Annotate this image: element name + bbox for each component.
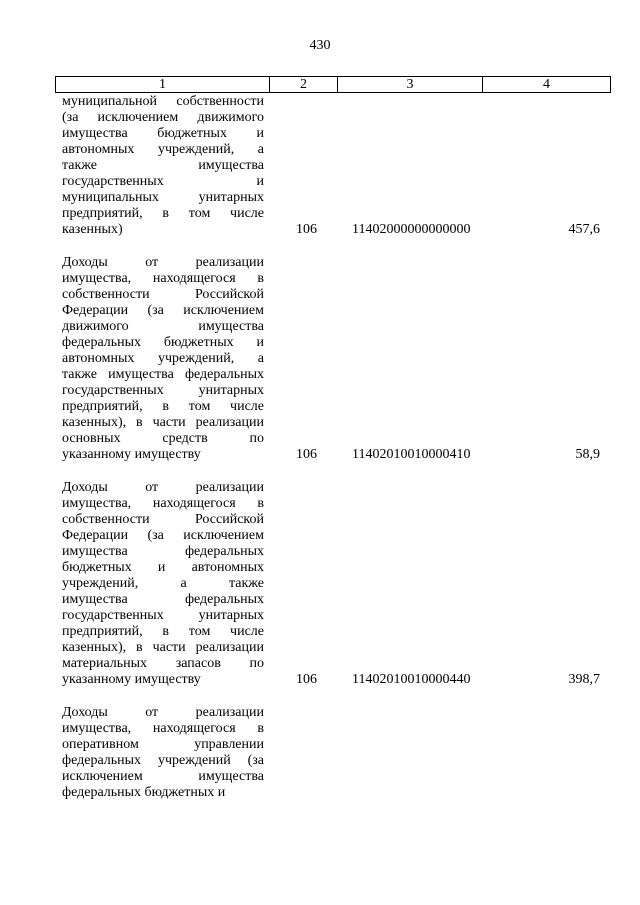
header-col-2: 2: [270, 77, 338, 92]
amount-value: 457,6: [568, 222, 600, 237]
row-description: [62, 94, 264, 238]
description-line: (за исключением движимого: [62, 110, 264, 125]
header-col-3: 3: [338, 77, 483, 92]
description-line: казенных), в части реализации: [62, 640, 264, 655]
description-line: федеральных бюджетных и: [62, 785, 226, 800]
description-line: Федерации (за исключением: [62, 528, 264, 543]
description-line: имущества, находящегося в: [62, 496, 264, 511]
table-row: [62, 255, 602, 463]
description-line: автономных учреждений, а: [62, 351, 264, 366]
description-line: федеральных учреждений (за: [62, 753, 264, 768]
row-description: [62, 705, 264, 801]
description-line: движимого имущества: [62, 319, 264, 334]
page-number: 430: [309, 38, 331, 53]
description-line: предприятий, в том числе: [62, 399, 264, 414]
budget-code: 11402010010000410: [352, 447, 471, 462]
description-line: Доходы от реализации: [62, 480, 264, 495]
row-description: [62, 255, 264, 463]
header-col-4: 4: [543, 77, 550, 92]
description-line: Федерации (за исключением: [62, 303, 264, 318]
description-line: предприятий, в том числе: [62, 624, 264, 639]
admin-code: 106: [296, 222, 317, 237]
header-col-1: 1: [56, 77, 270, 92]
description-line: казенных), в части реализации: [62, 415, 264, 430]
description-line: государственных унитарных: [62, 383, 264, 398]
description-line: федеральных бюджетных и: [62, 335, 264, 350]
description-line: государственных и: [62, 174, 264, 189]
admin-code: 106: [296, 672, 317, 687]
description-line: исключением имущества: [62, 769, 264, 784]
description-line: также имущества: [62, 158, 264, 173]
description-line: казенных): [62, 222, 123, 237]
description-line: имущества бюджетных и: [62, 126, 264, 141]
description-line: имущества, находящегося в: [62, 721, 264, 736]
description-line: указанному имуществу: [62, 672, 201, 687]
description-line: государственных унитарных: [62, 608, 264, 623]
description-line: указанному имуществу: [62, 447, 201, 462]
amount-value: 58,9: [575, 447, 600, 462]
description-line: оперативном управлении: [62, 737, 264, 752]
description-line: имущества федеральных: [62, 592, 264, 607]
admin-code: 106: [296, 447, 317, 462]
description-line: бюджетных и автономных: [62, 560, 264, 575]
budget-code: 11402000000000000: [352, 222, 471, 237]
description-line: учреждений, а также: [62, 576, 264, 591]
description-line: имущества федеральных: [62, 544, 264, 559]
table-body: [62, 94, 602, 818]
budget-code: 11402010010000440: [352, 672, 471, 687]
description-line: материальных запасов по: [62, 656, 264, 671]
description-line: автономных учреждений, а: [62, 142, 264, 157]
table-row: [62, 705, 602, 801]
description-line: Доходы от реализации: [62, 705, 264, 720]
table-row: [62, 480, 602, 688]
description-line: предприятий, в том числе: [62, 206, 264, 221]
description-line: муниципальной собственности: [62, 94, 264, 109]
description-line: муниципальных унитарных: [62, 190, 264, 205]
description-line: собственности Российской: [62, 512, 264, 527]
description-line: также имущества федеральных: [62, 367, 264, 382]
description-line: Доходы от реализации: [62, 255, 264, 270]
description-line: имущества, находящегося в: [62, 271, 264, 286]
row-description: [62, 480, 264, 688]
amount-value: 398,7: [568, 672, 600, 687]
table-row: [62, 94, 602, 238]
description-line: собственности Российской: [62, 287, 264, 302]
table-header: [55, 76, 611, 93]
description-line: основных средств по: [62, 431, 264, 446]
